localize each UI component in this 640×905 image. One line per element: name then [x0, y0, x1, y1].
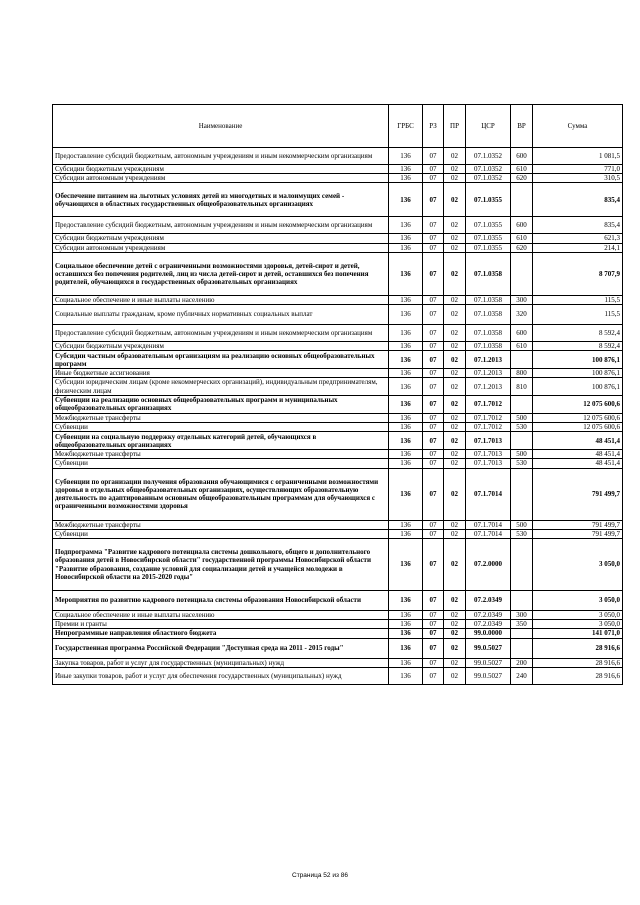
row-name: Иные закупки товаров, работ и услуг для обеспечения государственных (муниципальных) нужд [53, 667, 389, 684]
row-sum: 141 071,0 [533, 629, 623, 638]
row-csr: 07.2.0000 [466, 539, 511, 591]
row-name: Закупка товаров, работ и услуг для государственных (муниципальных) нужд [53, 658, 389, 667]
row-csr: 07.1.0358 [466, 305, 511, 325]
table-row [53, 629, 623, 638]
row-name: Межбюджетные трансферты [53, 520, 389, 529]
row-name: Субсидии автономным учреждениям [53, 174, 389, 183]
header-rz: РЗ [423, 105, 444, 148]
row-csr: 99.0.0000 [466, 629, 511, 638]
row-sum: 791 499,7 [533, 529, 623, 538]
row-name: Субвенции [53, 423, 389, 432]
row-pr: 02 [444, 529, 466, 538]
row-name: Межбюджетные трансферты [53, 450, 389, 459]
row-sum: 28 916,6 [533, 667, 623, 684]
row-pr: 02 [444, 174, 466, 183]
table-row [53, 611, 623, 620]
row-rz: 07 [423, 217, 444, 234]
row-pr: 02 [444, 305, 466, 325]
row-vr [511, 395, 533, 413]
row-pr: 02 [444, 165, 466, 174]
row-rz: 07 [423, 520, 444, 529]
row-vr: 600 [511, 217, 533, 234]
row-name: Субвенции [53, 459, 389, 468]
table-row [53, 183, 623, 217]
row-name: Социальное обеспечение детей с ограниченными возможностями здоровья, детей-сирот и детей, оставшихся без попечения родителей, лиц из числа детей-сирот и детей, оставшихся без попечения родителей, обучающихся в государственных образовательных организациях [53, 252, 389, 295]
row-rz: 07 [423, 629, 444, 638]
row-rz: 07 [423, 378, 444, 395]
table-row [53, 413, 623, 422]
row-vr: 200 [511, 658, 533, 667]
row-pr: 02 [444, 591, 466, 611]
row-sum: 12 075 600,6 [533, 395, 623, 413]
row-rz: 07 [423, 342, 444, 351]
table-row [53, 295, 623, 304]
row-grbs: 136 [389, 148, 423, 165]
row-pr: 02 [444, 342, 466, 351]
row-vr [511, 539, 533, 591]
row-grbs: 136 [389, 305, 423, 325]
row-sum: 3 050,0 [533, 539, 623, 591]
row-csr: 07.1.7013 [466, 459, 511, 468]
table-row [53, 520, 623, 529]
table-row [53, 243, 623, 252]
row-sum: 100 876,1 [533, 351, 623, 369]
row-grbs: 136 [389, 529, 423, 538]
row-pr: 02 [444, 539, 466, 591]
row-vr: 620 [511, 243, 533, 252]
row-vr: 300 [511, 295, 533, 304]
row-pr: 02 [444, 243, 466, 252]
row-sum: 8 592,4 [533, 342, 623, 351]
row-name: Межбюджетные трансферты [53, 413, 389, 422]
row-pr: 02 [444, 459, 466, 468]
row-csr: 99.0.5027 [466, 667, 511, 684]
row-rz: 07 [423, 611, 444, 620]
row-csr: 07.1.7014 [466, 520, 511, 529]
row-name: Субсидии бюджетным учреждениям [53, 342, 389, 351]
header-name: Наименование [53, 105, 389, 148]
row-vr [511, 252, 533, 295]
row-vr: 620 [511, 174, 533, 183]
row-vr: 300 [511, 611, 533, 620]
table-row [53, 468, 623, 520]
row-rz: 07 [423, 183, 444, 217]
row-name: Государственная программа Российской Федерации "Доступная среда на 2011 - 2015 годы" [53, 638, 389, 658]
row-pr: 02 [444, 468, 466, 520]
table-row [53, 620, 623, 629]
row-grbs: 136 [389, 217, 423, 234]
row-csr: 07.1.7012 [466, 395, 511, 413]
row-csr: 07.1.7012 [466, 413, 511, 422]
budget-table [52, 104, 623, 685]
row-pr: 02 [444, 234, 466, 243]
table-row [53, 638, 623, 658]
row-rz: 07 [423, 395, 444, 413]
row-vr [511, 638, 533, 658]
row-vr: 610 [511, 342, 533, 351]
row-sum: 48 451,4 [533, 432, 623, 450]
row-sum: 791 499,7 [533, 520, 623, 529]
row-csr: 07.1.2013 [466, 378, 511, 395]
table-row [53, 165, 623, 174]
row-sum: 115,5 [533, 305, 623, 325]
row-grbs: 136 [389, 325, 423, 342]
table-row [53, 174, 623, 183]
row-grbs: 136 [389, 243, 423, 252]
header-csr: ЦСР [466, 105, 511, 148]
row-sum: 100 876,1 [533, 378, 623, 395]
row-pr: 02 [444, 423, 466, 432]
row-sum: 621,3 [533, 234, 623, 243]
row-rz: 07 [423, 591, 444, 611]
row-pr: 02 [444, 325, 466, 342]
row-name: Мероприятия по развитию кадрового потенциала системы образования Новосибирской области [53, 591, 389, 611]
row-grbs: 136 [389, 174, 423, 183]
row-csr: 07.2.0349 [466, 611, 511, 620]
row-csr: 07.1.0352 [466, 174, 511, 183]
row-csr: 07.1.0358 [466, 325, 511, 342]
row-vr: 610 [511, 234, 533, 243]
row-rz: 07 [423, 529, 444, 538]
row-grbs: 136 [389, 591, 423, 611]
row-rz: 07 [423, 165, 444, 174]
row-vr [511, 468, 533, 520]
row-rz: 07 [423, 432, 444, 450]
row-grbs: 136 [389, 520, 423, 529]
row-grbs: 136 [389, 620, 423, 629]
row-csr: 07.1.7013 [466, 450, 511, 459]
row-rz: 07 [423, 423, 444, 432]
row-csr: 07.1.2013 [466, 351, 511, 369]
row-pr: 02 [444, 432, 466, 450]
row-name: Иные бюджетные ассигнования [53, 369, 389, 378]
row-csr: 07.1.7012 [466, 423, 511, 432]
row-sum: 12 075 600,6 [533, 423, 623, 432]
header-grbs: ГРБС [389, 105, 423, 148]
row-grbs: 136 [389, 658, 423, 667]
row-grbs: 136 [389, 252, 423, 295]
row-pr: 02 [444, 217, 466, 234]
row-csr: 07.2.0349 [466, 620, 511, 629]
row-vr: 530 [511, 459, 533, 468]
row-vr: 320 [511, 305, 533, 325]
row-pr: 02 [444, 620, 466, 629]
row-grbs: 136 [389, 369, 423, 378]
row-pr: 02 [444, 252, 466, 295]
row-grbs: 136 [389, 395, 423, 413]
row-grbs: 136 [389, 183, 423, 217]
row-pr: 02 [444, 450, 466, 459]
row-name: Субсидии бюджетным учреждениям [53, 234, 389, 243]
row-rz: 07 [423, 413, 444, 422]
table-row [53, 305, 623, 325]
row-pr: 02 [444, 351, 466, 369]
row-csr: 07.1.0352 [466, 148, 511, 165]
row-csr: 07.1.0358 [466, 342, 511, 351]
row-sum: 48 451,4 [533, 450, 623, 459]
row-csr: 07.1.0355 [466, 183, 511, 217]
row-vr: 800 [511, 369, 533, 378]
row-csr: 07.1.0355 [466, 217, 511, 234]
row-sum: 28 916,6 [533, 658, 623, 667]
table-row [53, 378, 623, 395]
row-grbs: 136 [389, 450, 423, 459]
row-csr: 07.1.0358 [466, 252, 511, 295]
row-csr: 07.1.7014 [466, 468, 511, 520]
row-name: Предоставление субсидий бюджетным, автономным учреждениям и иным некоммерческим организациям [53, 148, 389, 165]
row-sum: 3 050,0 [533, 611, 623, 620]
row-sum: 8 592,4 [533, 325, 623, 342]
row-grbs: 136 [389, 611, 423, 620]
row-name: Предоставление субсидий бюджетным, автономным учреждениям и иным некоммерческим организациям [53, 217, 389, 234]
row-sum: 835,4 [533, 183, 623, 217]
row-grbs: 136 [389, 667, 423, 684]
row-pr: 02 [444, 148, 466, 165]
row-pr: 02 [444, 629, 466, 638]
row-rz: 07 [423, 234, 444, 243]
row-pr: 02 [444, 295, 466, 304]
table-row [53, 432, 623, 450]
row-sum: 310,5 [533, 174, 623, 183]
row-csr: 99.0.5027 [466, 658, 511, 667]
row-vr [511, 432, 533, 450]
row-name: Непрограммные направления областного бюджета [53, 629, 389, 638]
row-rz: 07 [423, 667, 444, 684]
table-row [53, 342, 623, 351]
row-rz: 07 [423, 459, 444, 468]
row-pr: 02 [444, 378, 466, 395]
row-name: Субсидии частным образовательным организациям на реализацию основных общеобразовательных программ [53, 351, 389, 369]
row-sum: 214,1 [533, 243, 623, 252]
row-csr: 07.1.0355 [466, 234, 511, 243]
table-row [53, 667, 623, 684]
row-vr: 500 [511, 413, 533, 422]
row-rz: 07 [423, 295, 444, 304]
row-vr [511, 351, 533, 369]
table-row [53, 423, 623, 432]
table-row [53, 529, 623, 538]
header-sum: Сумма [533, 105, 623, 148]
row-pr: 02 [444, 183, 466, 217]
table-row [53, 395, 623, 413]
row-name: Социальное обеспечение и иные выплаты населению [53, 611, 389, 620]
row-name: Социальное обеспечение и иные выплаты населению [53, 295, 389, 304]
row-vr [511, 629, 533, 638]
row-csr: 07.1.7013 [466, 432, 511, 450]
row-vr: 350 [511, 620, 533, 629]
row-grbs: 136 [389, 638, 423, 658]
row-sum: 100 876,1 [533, 369, 623, 378]
row-sum: 48 451,4 [533, 459, 623, 468]
row-pr: 02 [444, 369, 466, 378]
row-rz: 07 [423, 325, 444, 342]
row-csr: 07.1.0352 [466, 165, 511, 174]
table-row [53, 369, 623, 378]
row-rz: 07 [423, 252, 444, 295]
row-csr: 07.2.0349 [466, 591, 511, 611]
row-vr: 600 [511, 148, 533, 165]
row-pr: 02 [444, 413, 466, 422]
row-grbs: 136 [389, 378, 423, 395]
row-pr: 02 [444, 395, 466, 413]
row-csr: 07.1.0355 [466, 243, 511, 252]
row-pr: 02 [444, 611, 466, 620]
row-sum: 791 499,7 [533, 468, 623, 520]
row-name: Субвенции по организации получения образования обучающимися с ограниченными возможностями здоровья в отдельных общеобразовательных организациях, осуществляющих образовательную деятельность по адаптированным основным общеобразовательным программам для обучающихся с ограниченными возможностями здоровья [53, 468, 389, 520]
row-name: Субсидии автономным учреждениям [53, 243, 389, 252]
row-name: Социальные выплаты гражданам, кроме публичных нормативных социальных выплат [53, 305, 389, 325]
row-grbs: 136 [389, 234, 423, 243]
row-csr: 07.1.2013 [466, 369, 511, 378]
row-sum: 1 081,5 [533, 148, 623, 165]
table-row [53, 658, 623, 667]
row-grbs: 136 [389, 295, 423, 304]
row-vr: 600 [511, 325, 533, 342]
row-vr: 610 [511, 165, 533, 174]
row-name: Субвенции [53, 529, 389, 538]
table-row [53, 351, 623, 369]
row-grbs: 136 [389, 459, 423, 468]
table-row [53, 459, 623, 468]
row-rz: 07 [423, 243, 444, 252]
row-vr: 810 [511, 378, 533, 395]
row-name: Обеспечение питанием на льготных условиях детей из многодетных и малоимущих семей - обучающихся в областных государственных общеобразовательных организациях [53, 183, 389, 217]
row-name: Премии и гранты [53, 620, 389, 629]
row-rz: 07 [423, 658, 444, 667]
row-name: Субсидии бюджетным учреждениям [53, 165, 389, 174]
row-rz: 07 [423, 174, 444, 183]
row-vr: 530 [511, 529, 533, 538]
row-vr: 530 [511, 423, 533, 432]
row-vr: 500 [511, 450, 533, 459]
row-rz: 07 [423, 351, 444, 369]
table-body [53, 148, 623, 685]
row-vr [511, 591, 533, 611]
table-row [53, 591, 623, 611]
row-csr: 07.1.0358 [466, 295, 511, 304]
row-grbs: 136 [389, 351, 423, 369]
row-sum: 3 050,0 [533, 591, 623, 611]
row-sum: 28 916,6 [533, 638, 623, 658]
row-sum: 115,5 [533, 295, 623, 304]
row-grbs: 136 [389, 342, 423, 351]
row-pr: 02 [444, 520, 466, 529]
table-row [53, 325, 623, 342]
row-sum: 8 707,9 [533, 252, 623, 295]
table-row [53, 539, 623, 591]
row-vr: 240 [511, 667, 533, 684]
row-name: Подпрограмма "Развитие кадрового потенциала системы дошкольного, общего и дополнительного образования детей в Новосибирской области" государственной программы Новосибирской области "Развитие образования, создание условий для социализации детей и учащейся молодежи в Новосибирской области на 2015-2020 годы" [53, 539, 389, 591]
row-grbs: 136 [389, 423, 423, 432]
table-row [53, 217, 623, 234]
row-rz: 07 [423, 620, 444, 629]
row-rz: 07 [423, 369, 444, 378]
row-pr: 02 [444, 638, 466, 658]
row-grbs: 136 [389, 468, 423, 520]
row-grbs: 136 [389, 432, 423, 450]
row-grbs: 136 [389, 629, 423, 638]
row-rz: 07 [423, 468, 444, 520]
row-name: Субвенции на социальную поддержку отдельных категорий детей, обучающихся в общеобразовательных организациях [53, 432, 389, 450]
row-rz: 07 [423, 450, 444, 459]
table-row [53, 450, 623, 459]
row-sum: 771,0 [533, 165, 623, 174]
row-csr: 99.0.5027 [466, 638, 511, 658]
row-rz: 07 [423, 638, 444, 658]
header-vr: ВР [511, 105, 533, 148]
row-vr: 500 [511, 520, 533, 529]
row-rz: 07 [423, 148, 444, 165]
table-row [53, 234, 623, 243]
row-pr: 02 [444, 658, 466, 667]
row-sum: 835,4 [533, 217, 623, 234]
table-header-row [53, 105, 623, 148]
table-row [53, 148, 623, 165]
row-grbs: 136 [389, 413, 423, 422]
table-row [53, 252, 623, 295]
row-vr [511, 183, 533, 217]
row-name: Предоставление субсидий бюджетным, автономным учреждениям и иным некоммерческим организациям [53, 325, 389, 342]
row-pr: 02 [444, 667, 466, 684]
row-rz: 07 [423, 539, 444, 591]
row-csr: 07.1.7014 [466, 529, 511, 538]
page-number: Страница 52 из 86 [292, 872, 348, 879]
row-name: Субсидии юридическим лицам (кроме некоммерческих организаций), индивидуальным предпринимателям, физическим лицам [53, 378, 389, 395]
row-sum: 3 050,0 [533, 620, 623, 629]
row-sum: 12 075 600,6 [533, 413, 623, 422]
row-name: Субвенции на реализацию основных общеобразовательных программ и муниципальных общеобразовательных организациях [53, 395, 389, 413]
row-grbs: 136 [389, 539, 423, 591]
row-grbs: 136 [389, 165, 423, 174]
row-rz: 07 [423, 305, 444, 325]
header-pr: ПР [444, 105, 466, 148]
